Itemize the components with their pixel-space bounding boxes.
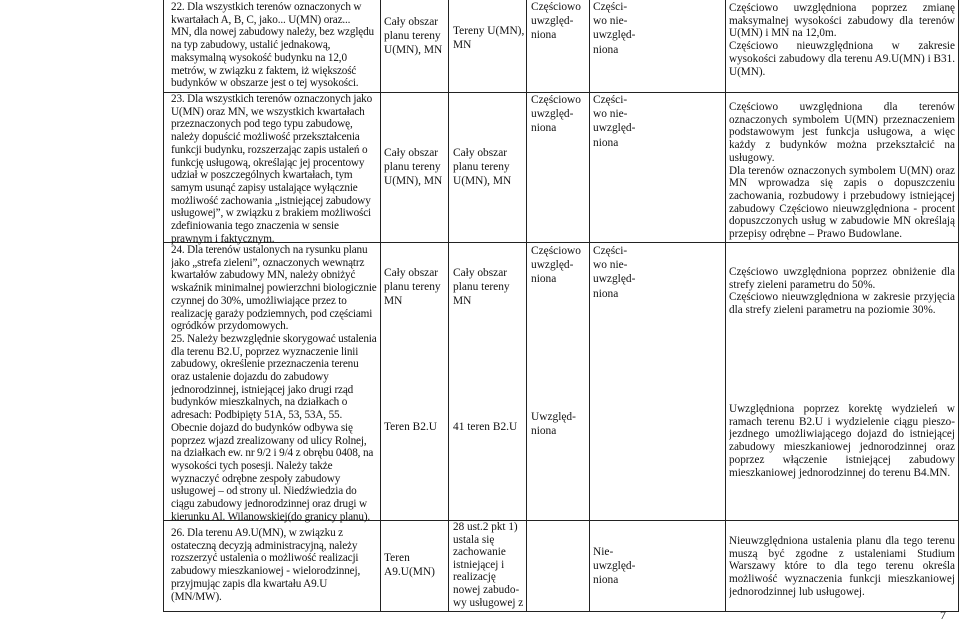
plan-area-24: Cały obszar planu tereny MN	[453, 267, 510, 308]
row-border	[163, 611, 959, 612]
property-area-24: Cały obszar planu tereny MN	[384, 267, 441, 308]
property-area-25: Teren B2.U	[384, 421, 437, 433]
status-considered-25: Uwzględ- niona	[531, 411, 576, 438]
page-number: 7	[940, 608, 946, 622]
resolution-23: Częściowo uwzględniona dla terenów oznaczonych symbolem U(MN) przeznaczeniem podstawowym jest funkcja usługowa, a więc każdy z budynków można przekształcić na usługowy. Dla terenów oznaczonych symbolem U(MN) oraz MN wprowadza się zapis o dopuszczeniu zachowania, rozbudowy i przebudowy istniejącej zabudowy Częściowo nieuwzględniona - procent dopuszczonych usług w zabudowie MN określają przepisy odrębne – Prawo Budowlane.	[729, 101, 955, 241]
comment-text-22: 22. Dla wszystkich terenów oznaczonych w kwartałach A, B, C, jako... U(MN) oraz... MN, dla nowej zabudowy należy, bez względu na typ zabudowy, ustalić jednakową, maksymalną wysokość budynku na 12,0 metrów, w związku z faktem, iż większość budynków w obszarze jest o tej wysokości.	[171, 1, 374, 90]
status-considered-24: Częściowo uwzględ- niona	[531, 245, 581, 286]
plan-area-22: Tereny U(MN), MN	[453, 25, 525, 52]
plan-area-26: 28 ust.2 pkt 1) ustala się zachowanie istniejącej i realizację nowej zabudo- wy usługowej z	[453, 521, 524, 609]
plan-area-25: 41 teren B2.U	[453, 421, 518, 433]
status-rejected-22: Części- wo nie- uwzględ- niona	[593, 1, 636, 56]
resolution-24: Częściowo uwzględniona poprzez obniżenie dla strefy zieleni parametru do 50%. Częściowo nieuwzględniona w zakresie przyjęcia dla strefy zieleni parametru na poziomie 30%.	[729, 266, 955, 317]
status-rejected-26: Nie- uwzględ- niona	[593, 546, 636, 587]
plan-area-23: Cały obszar planu tereny U(MN), MN	[453, 147, 512, 188]
property-area-23: Cały obszar planu tereny U(MN), MN	[384, 147, 443, 188]
property-area-26: Teren A9.U(MN)	[384, 552, 435, 579]
resolution-22: Częściowo uwzględniona poprzez zmianę maksymalnej wysokości zabudowy dla terenów U(MN) i MN na 12,0m. Częściowo nieuwzględniona w zakresie wysokości zabudowy dla terenu A9.U(MN) i B31. U(MN).	[729, 2, 955, 78]
resolution-26: Nieuwzględniona ustalenia planu dla tego terenu muszą być zgodne z ustaleniami Studium Warszawy które to dla tego terenu określa możliwość wyznaczenia funkcji mieszkaniowej jednorodzinnej lub usługowej.	[729, 535, 955, 598]
property-area-22: Cały obszar planu tereny U(MN), MN	[384, 16, 443, 57]
comment-text-23: 23. Dla wszystkich terenów oznaczonych jako U(MN) oraz MN, we wszystkich kwartałach przeznaczonych pod tego typu zabudowę, należy dopuścić możliwość przekształcenia funkcji budynku, rozszerzając zapis ustaleń o funkcję usługową, określając jej procentowy udział w poszczególnych kwartałach, tym samym usunąć zapisy ustalające wyłącznie możliwość zachowania „istniejącej zabudowy usługowej”, w związku z brakiem możliwości zdefiniowania tego znaczenia w sensie prawnym i faktycznym.	[171, 93, 373, 245]
status-considered-23: Częściowo uwzględ- niona	[531, 94, 581, 135]
status-considered-22: Częściowo uwzględ- niona	[531, 1, 581, 42]
resolution-25: Uwzględniona poprzez korektę wydzieleń w ramach terenu B2.U i wydzielenie ciągu pieszo-jezdnego umożliwiającego dojazd do istniejącej zabudowy mieszkaniowej jednorodzinnej oraz poprzez włączenie istniejącej zabudowy mieszkaniowej jednorodzinnej do terenu B4.MN.	[729, 403, 955, 479]
status-rejected-24: Części- wo nie- uwzględ- niona	[593, 245, 636, 300]
comment-text-26: 26. Dla terenu A9.U(MN), w związku z ostateczną decyzją administracyjną, należy rozszerzyć ustalenia o możliwość realizacji zabudowy mieszkaniowej - wielorodzinnej, przyjmując zapis dla kwartału A9.U (MN/MW).	[171, 527, 361, 603]
comment-text-24-25: 24. Dla terenów ustalonych na rysunku planu jako „strefa zieleni”, oznaczonych wewnątrz kwartałów zabudowy MN, należy obniżyć wskaźnik minimalnej powierzchni biologicznie czynnej do 30%, umożliwiające przez to realizację garaży podziemnych, pod częściami ogródków przydomowych. 25. Należy bezwzględnie skorygować ustalenia dla terenu B2.U, poprzez wyznaczenie linii zabudowy, określenie przeznaczenia terenu oraz ustalenie dojazdu do zabudowy jednorodzinnej, istniejącej jako drugi rząd budynków mieszkalnych, na działkach o adresach: Podbipięty 51A, 53, 53A, 55. Obecnie dojazd do budynków odbywa się poprzez wjazd zrealizowany od ulicy Rolnej, na działkach ew. nr 9/2 i 9/4 z obrębu 0408, na wysokości tych posesji. Należy także wyznaczyć odrębne zespoły zabudowy usługowej – od strony ul. Niedźwiedzia do ciągu zabudowy jednorodzinnej oraz drugi w kierunku Al. Wilanowskiej(do granicy planu).	[171, 244, 377, 523]
status-rejected-23: Części- wo nie- uwzględ- niona	[593, 94, 636, 149]
